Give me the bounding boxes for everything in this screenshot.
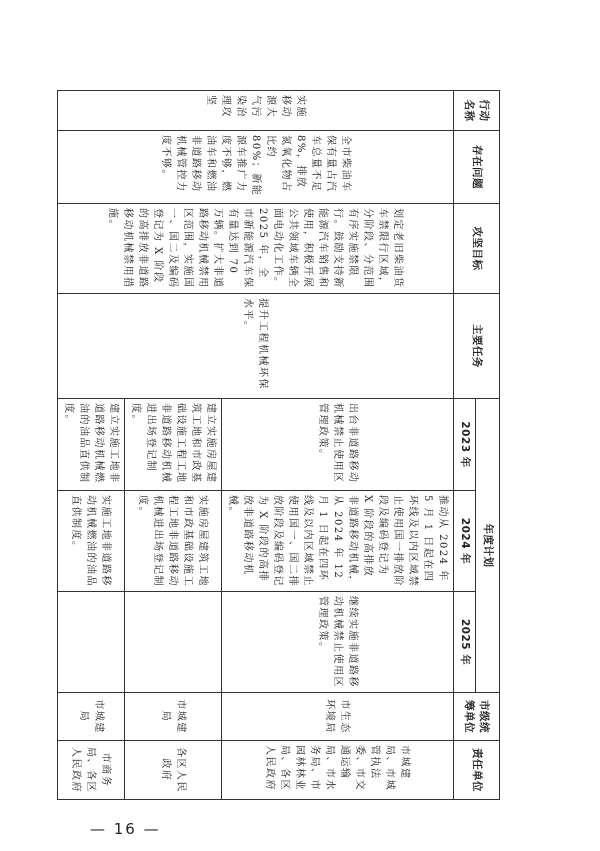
goal-cell: 划定老旧柴油货车禁限行区域，分阶段、分范围有序实施禁限行。鼓励支持新能源汽车销售和使用，积极开展公共领域车辆全面电动化工作。2025 年，全市新能源汽车保有量达到 70 万辆。扩大非道路移动机械禁用区范围，实施国一、国二及编码登记为 X 阶段的高排放非道路移动机械禁用措施。 [58, 204, 454, 294]
row2-2024: 实施房屋建筑工地和市政基础设施工程工地非道路移动机械进出场登记制度。 [125, 491, 222, 592]
row3-responsible-unit: 市商务局、各区人民政府 [58, 741, 125, 800]
row3-2023: 建立实施工地非道路移动机械燃油的油品直供制度。 [58, 399, 125, 491]
page-number: — 16 — [90, 820, 161, 838]
header-coordinating-unit: 市级统筹单位 [454, 693, 500, 741]
header-annual-plan: 年度计划 [476, 399, 500, 693]
header-year-2023: 2023 年 [454, 399, 476, 491]
row3-2024: 实施工地非道路移动机械燃油的油品直供制度。 [58, 491, 125, 592]
row2-2023: 建立实施房屋建筑工地和市政基础设施工程工地非道路移动机械进出场登记制度。 [125, 399, 222, 491]
problem-cell: 全市柴油车保有量占汽车总量不足 8%，排放氮氧化物占比约 80%；新能源车推广力度不够，燃油车和燃油非道路移动机械管控力度不够。 [58, 131, 454, 204]
row1-2024: 推动从 2024 年 5 月 1 日起在四环线及以内区域禁止使用国一排放阶段及编码登记为 X 阶段的高排放非道路移动机械，从 2024 年 12 月 1 日起在四环线及以内区域禁止使用国一、国二排放阶段及编码登记为 X 阶段的高排放非道路移动机械。 [222, 491, 454, 592]
rotated-table-page [63, 90, 500, 799]
row1-2023: 出台非道路移动机械禁止使用区管理政策。 [222, 399, 454, 491]
header-goal: 攻坚目标 [454, 204, 500, 294]
header-action: 行动名称 [454, 91, 500, 131]
row2-2025 [125, 592, 222, 693]
header-year-2024: 2024 年 [454, 491, 476, 592]
row1-coordinating-unit: 市生态环境局 [222, 693, 454, 741]
row2-coordinating-unit: 市城建局 [125, 693, 222, 741]
header-year-2025: 2025 年 [454, 592, 476, 693]
row3-2025 [58, 592, 125, 693]
row3-coordinating-unit: 市城建局 [58, 693, 125, 741]
header-problem: 存在问题 [454, 131, 500, 204]
row1-responsible-unit: 市城建局、市城管执法委、市交通运输局、市水务局、市园林林业局、各区人民政府 [222, 741, 454, 800]
header-responsible-unit: 责任单位 [454, 741, 500, 800]
header-task: 主要任务 [454, 294, 500, 399]
task-cell: 提升工程机械环保水平。 [58, 294, 454, 399]
row1-2025: 继续实施非道路移动机械禁止使用区管理政策。 [222, 592, 454, 693]
action-name-cell: 实施移动源大气污染治理攻坚 [58, 91, 454, 131]
row2-responsible-unit: 各区人民政府 [125, 741, 222, 800]
action-plan-table [57, 90, 500, 800]
